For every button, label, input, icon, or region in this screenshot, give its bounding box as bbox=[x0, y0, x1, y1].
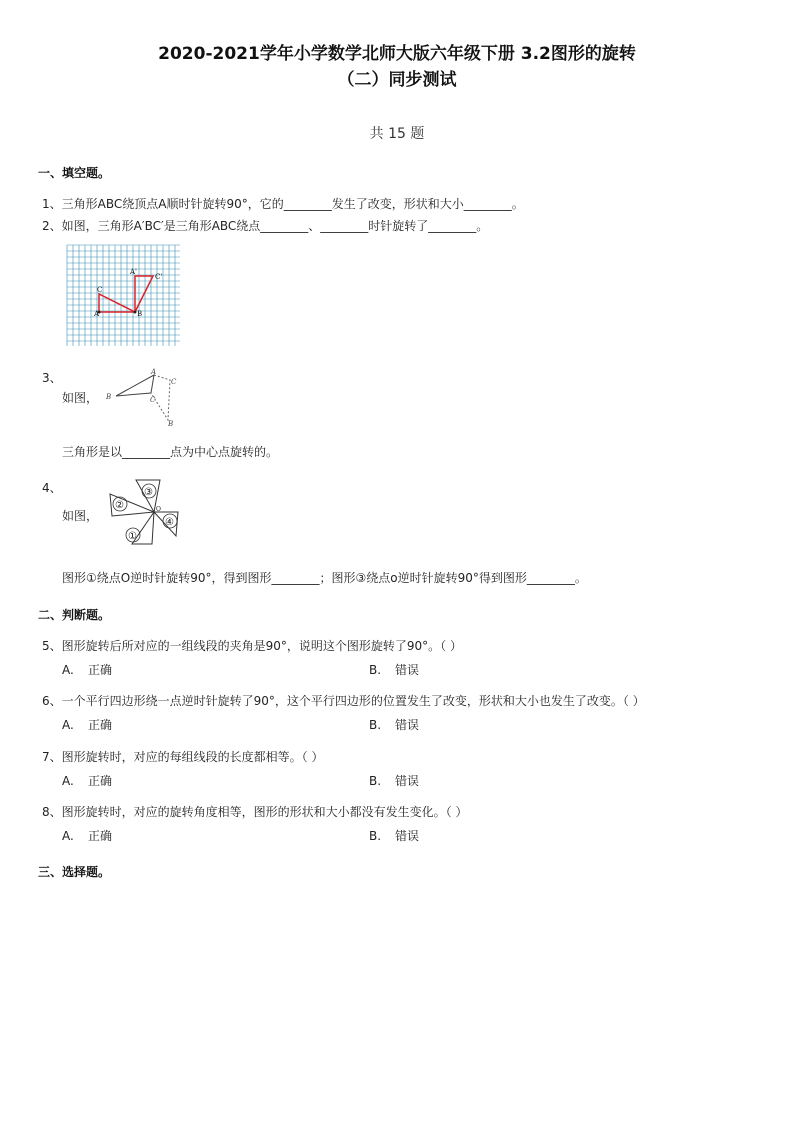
label-c: C bbox=[97, 286, 103, 294]
label-a-prime: A' bbox=[130, 268, 137, 276]
grid-lines bbox=[67, 245, 180, 346]
q8-option-a[interactable]: A. 正确 bbox=[62, 829, 113, 843]
tri-label-c2: C bbox=[171, 378, 177, 386]
section-fill-heading: 一、填空题。 bbox=[38, 166, 111, 180]
question-4-number: 4、 bbox=[42, 481, 62, 495]
question-count: 共 15 题 bbox=[369, 126, 425, 142]
question-7: 7、图形旋转时，对应的每组线段的长度都相等。（ ） bbox=[42, 750, 324, 764]
tri-label-b: B bbox=[106, 393, 112, 401]
question-5: 5、图形旋转后所对应的一组线段的夹角是90°，说明这个图形旋转了90°。（ ） bbox=[42, 639, 462, 653]
pinwheel-label-2: ② bbox=[115, 500, 124, 511]
page-title-line2: （二）同步测试 bbox=[337, 70, 457, 90]
question-1: 1、三角形ABC绕顶点A顺时针旋转90°，它的________发生了改变，形状和大小________。 bbox=[42, 197, 524, 211]
question-4-prefix: 如图， bbox=[62, 509, 99, 523]
question-8: 8、图形旋转时，对应的旋转角度相等，图形的形状和大小都没有发生变化。（ ） bbox=[42, 805, 468, 819]
original-triangle bbox=[116, 375, 154, 396]
question-2: 2、如图，三角形A′BC′是三角形ABC绕点________、________时针旋转了________。 bbox=[42, 219, 489, 233]
q7-option-a[interactable]: A. 正确 bbox=[62, 774, 113, 788]
label-a: A bbox=[94, 310, 100, 318]
q6-option-b[interactable]: B. 错误 bbox=[369, 718, 420, 732]
question-3-prefix: 如图， bbox=[62, 391, 99, 405]
q8-option-b[interactable]: B. 错误 bbox=[369, 829, 420, 843]
question-3-text: 三角形是以________点为中心点旋转的。 bbox=[62, 445, 279, 459]
pinwheel-figure bbox=[104, 476, 184, 548]
q5-option-a[interactable]: A. 正确 bbox=[62, 663, 113, 677]
label-c-prime: C' bbox=[155, 273, 163, 281]
pinwheel-label-1: ① bbox=[128, 531, 137, 542]
triangle-rotation-figure bbox=[104, 366, 184, 428]
pinwheel-label-3: ③ bbox=[144, 487, 153, 498]
section-judge-heading: 二、判断题。 bbox=[38, 608, 111, 622]
tri-label-c: C bbox=[150, 396, 156, 404]
pinwheel-label-4: ④ bbox=[165, 517, 174, 528]
page-title-line1: 2020-2021学年小学数学北师大版六年级下册 3.2图形的旋转 bbox=[158, 44, 636, 64]
q5-option-b[interactable]: B. 错误 bbox=[369, 663, 420, 677]
pinwheel-center-o: O bbox=[156, 506, 161, 513]
tri-label-a: A bbox=[151, 368, 157, 376]
triangle-a2bc2 bbox=[135, 276, 153, 312]
q6-option-a[interactable]: A. 正确 bbox=[62, 718, 113, 732]
question-4-text: 图形①绕点O逆时针旋转90°，得到图形________；图形③绕点o逆时针旋转90°得到图形________。 bbox=[62, 571, 587, 585]
grid-rotation-figure bbox=[66, 244, 182, 348]
q7-option-b[interactable]: B. 错误 bbox=[369, 774, 420, 788]
question-3-number: 3、 bbox=[42, 371, 62, 385]
triangle-abc bbox=[99, 294, 135, 312]
tri-label-b2: B bbox=[168, 420, 174, 428]
section-choice-heading: 三、选择题。 bbox=[38, 865, 111, 879]
label-b: B bbox=[137, 310, 143, 318]
question-6: 6、一个平行四边形绕一点逆时针旋转了90°，这个平行四边形的位置发生了改变，形状和大小也发生了改变。（ ） bbox=[42, 694, 645, 708]
